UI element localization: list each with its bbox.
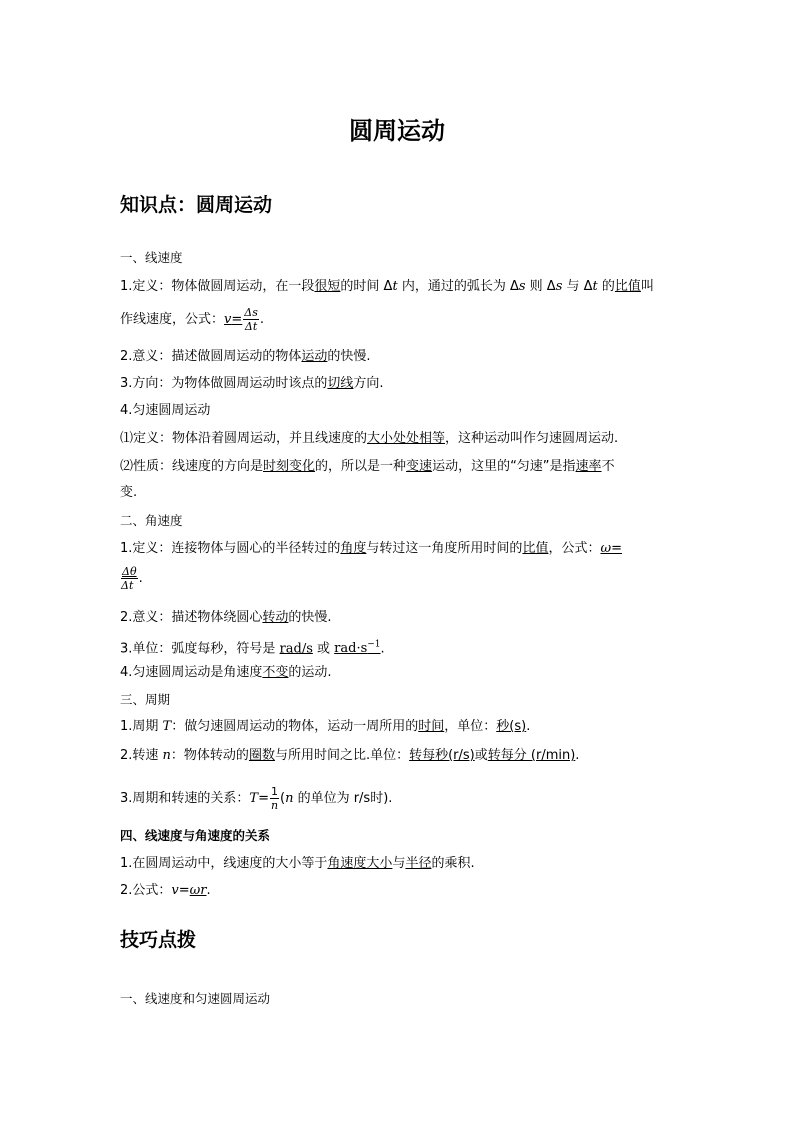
section-3-heading: 三、周期 (120, 692, 171, 707)
underlined-term: 半径 (405, 856, 432, 871)
text: 与 Δ (562, 279, 593, 294)
text: 与所用时间之比.单位： (274, 748, 410, 763)
underlined-term: 比值 (614, 279, 641, 294)
text: 1.定义：物体做圆周运动，在一段 (120, 279, 315, 294)
text: rad·s (334, 641, 368, 657)
underlined-term: 时刻变化 (263, 459, 316, 474)
text: ⑵性质：线速度的方向是 (120, 459, 264, 474)
variable: t (592, 279, 598, 294)
period-definition (120, 718, 530, 736)
text: 作线速度，公式： (120, 312, 225, 327)
text: 运动，这里的“匀速”是指 (432, 459, 576, 474)
text: 与 (392, 856, 406, 871)
underlined-term: 圈数 (248, 748, 275, 763)
page-title: 圆周运动 (349, 117, 445, 145)
text: 的时间 Δ (340, 279, 393, 294)
underlined-term: 大小处处相等 (367, 431, 446, 446)
text: 3.单位：弧度每秒，符号是 (120, 641, 280, 657)
fraction-numerator: 1 (270, 785, 278, 798)
text: 的单位为 r/s时). (293, 791, 393, 806)
text: 的，所以是一种 (315, 459, 407, 474)
variable: n (285, 791, 294, 806)
fraction (270, 785, 279, 812)
linear-velocity-definition (120, 278, 654, 296)
text: ，单位： (444, 719, 497, 734)
section-2-heading: 二、角速度 (120, 513, 183, 528)
text: 的乘积. (431, 856, 475, 871)
underlined-term: 切线 (327, 376, 354, 391)
text: . (138, 571, 143, 586)
text: 2.转速 (120, 748, 163, 763)
variable: T (162, 719, 172, 734)
angular-velocity-meaning (120, 609, 332, 627)
text: = (178, 883, 190, 898)
angular-velocity-uniform (120, 664, 332, 682)
knowledge-heading: 知识点：圆周运动 (120, 194, 273, 216)
linear-velocity-meaning (120, 348, 371, 366)
text: 叫 (640, 279, 654, 294)
fraction-numerator: Δs (244, 306, 258, 319)
text: 1.定义：连接物体与圆心的半径转过的 (120, 541, 341, 556)
underlined-term: 速率 (575, 459, 602, 474)
text: 则 Δ (525, 279, 556, 294)
variable: v (171, 883, 179, 898)
angular-velocity-unit (120, 636, 385, 658)
fraction (121, 565, 138, 592)
uniform-circular-motion-heading: 4.匀速圆周运动 (120, 403, 211, 418)
angular-velocity-fraction (120, 565, 143, 592)
linear-velocity-direction (120, 375, 384, 393)
section-1-heading: 一、线速度 (120, 250, 183, 265)
text: 3.周期和转速的关系： (120, 791, 250, 806)
uniform-property-cont: 变. (120, 485, 138, 500)
underlined-term: 时间 (418, 719, 445, 734)
text: 的快慢. (327, 349, 371, 364)
text: = (258, 791, 269, 806)
period-speed-relation (120, 785, 392, 813)
underlined-term: 变速 (406, 459, 433, 474)
text: = (231, 312, 243, 327)
text: ，公式： (548, 541, 601, 556)
text: 2.公式： (120, 883, 172, 898)
text: 或 (474, 748, 488, 763)
variable: n (162, 748, 171, 763)
linear-velocity-formula-line (120, 306, 264, 334)
underlined-term: 比值 (522, 541, 549, 556)
text: 4.匀速圆周运动是角速度 (120, 665, 263, 680)
text: ，这种运动叫作匀速圆周运动. (445, 431, 619, 446)
text: ( (279, 791, 286, 806)
text: 3.方向：为物体做圆周运动时该点的 (120, 376, 328, 391)
fraction-numerator: Δθ (122, 565, 137, 578)
text: 的运动. (288, 665, 332, 680)
relation-statement (120, 855, 475, 873)
fraction-denominator: Δt (121, 579, 134, 592)
variable: v (224, 312, 232, 327)
underlined-term: 转每分 (r/min) (487, 748, 576, 763)
underlined-term: 不变 (262, 665, 289, 680)
underlined-term: 运动 (301, 349, 328, 364)
text: ：做匀速圆周运动的物体，运动一周所用的 (171, 719, 419, 734)
text: 1.周期 (120, 719, 163, 734)
text: 2.意义：描述物体绕圆心 (120, 610, 263, 625)
text: ：物体转动的 (170, 748, 249, 763)
text: 或 (312, 641, 335, 657)
fraction (243, 306, 259, 333)
text: 2.意义：描述做圆周运动的物体 (120, 349, 302, 364)
variable: t (392, 279, 398, 294)
underlined-term: ωr (189, 883, 207, 898)
text: 的快慢. (288, 610, 332, 625)
variable: T (249, 791, 259, 806)
skills-heading: 技巧点拨 (120, 929, 197, 951)
text: . (526, 719, 531, 734)
section-4-heading: 四、线速度与角速度的关系 (120, 828, 271, 843)
uniform-definition (120, 430, 618, 448)
text: . (575, 748, 580, 763)
fraction-denominator: n (270, 799, 279, 812)
relation-formula (120, 882, 211, 900)
variable: ω (600, 541, 612, 556)
underlined-term: 转每秒(r/s) (409, 748, 475, 763)
underlined-term: rad/s (279, 641, 313, 657)
text: 的 (597, 279, 615, 294)
underlined-term: 转动 (262, 610, 289, 625)
superscript: −1 (367, 640, 381, 650)
text: 方向. (353, 376, 384, 391)
skills-section-1-heading: 一、线速度和匀速圆周运动 (120, 991, 271, 1006)
underlined-term: 角度 (340, 541, 367, 556)
text: 内，通过的弧长为 Δ (397, 279, 519, 294)
text: 与转过这一角度所用时间的 (366, 541, 523, 556)
text: . (380, 641, 385, 657)
text: = (611, 541, 622, 556)
underlined-term: 很短 (314, 279, 341, 294)
text: . (206, 883, 211, 898)
text: . (259, 312, 265, 327)
underlined-term (334, 641, 380, 656)
fraction-denominator: Δt (244, 320, 258, 333)
text: 不 (601, 459, 615, 474)
text: ⑴定义：物体沿着圆周运动，并且线速度的 (120, 431, 368, 446)
uniform-property (120, 458, 615, 476)
underlined-term: 角速度大小 (327, 856, 393, 871)
text: 1.在圆周运动中，线速度的大小等于 (120, 856, 328, 871)
angular-velocity-definition (120, 540, 622, 558)
rotation-speed-definition (120, 747, 579, 765)
variable: s (518, 279, 526, 294)
underlined-term: 秒(s) (496, 719, 527, 734)
variable: s (555, 279, 563, 294)
